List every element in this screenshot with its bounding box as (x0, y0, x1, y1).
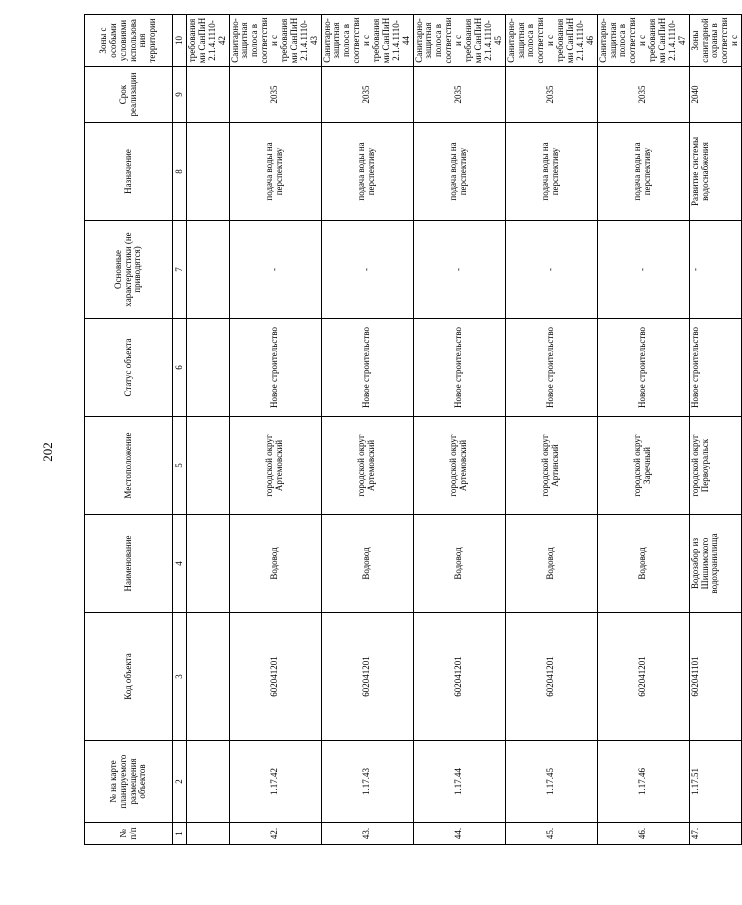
col-number: 4 (173, 515, 187, 613)
table-row (597, 15, 689, 845)
cell-name: Водозабор из Шишимского водохранилища (689, 515, 741, 613)
cell-characteristics: - (505, 221, 597, 319)
cell-purpose: подача воды на перспективу (229, 123, 321, 221)
cell-map-no: 1.17.42 (229, 741, 321, 823)
continuation-row (187, 15, 230, 845)
cell-status: Новое строительство (689, 319, 741, 417)
cell-code: 602041201 (413, 613, 505, 741)
cell-deadline: 2035 (505, 67, 597, 123)
cell-no: 43. (321, 823, 413, 845)
cell-code: 602041201 (321, 613, 413, 741)
col-number: 2 (173, 741, 187, 823)
cell-no: 47. (689, 823, 741, 845)
cell-characteristics: - (689, 221, 741, 319)
cell-map-no: 1.17.44 (413, 741, 505, 823)
cell-no: 42. (229, 823, 321, 845)
cell-location: городской округ Первоуральск (689, 417, 741, 515)
col-number: 5 (173, 417, 187, 515)
cell-deadline: 2035 (597, 67, 689, 123)
cell-status: Новое строительство (229, 319, 321, 417)
rotated-table-container (84, 15, 740, 845)
col-number: 3 (173, 613, 187, 741)
col-number: 9 (173, 67, 187, 123)
col-number: 7 (173, 221, 187, 319)
column-number-row (173, 15, 187, 845)
page-number: 202 (40, 442, 55, 462)
cell-map-no: 1.17.45 (505, 741, 597, 823)
cell-location: городской округ Артемовский (413, 417, 505, 515)
col-header-9: Срок реализации (85, 67, 173, 123)
cell-characteristics: - (597, 221, 689, 319)
cell-map-no: 1.17.51 (689, 741, 741, 823)
cell-no: 44. (413, 823, 505, 845)
col-header-6: Статус объекта (85, 319, 173, 417)
cell-code: 602041201 (597, 613, 689, 741)
cell-status: Новое строительство (321, 319, 413, 417)
cell-status: Новое строительство (413, 319, 505, 417)
cell-name: Водовод (229, 515, 321, 613)
col-number: 10 (173, 15, 187, 67)
table-row (689, 15, 741, 845)
cell-map-no: 1.17.46 (597, 741, 689, 823)
col-header-1: № п/п (85, 823, 173, 845)
col-number: 1 (173, 823, 187, 845)
cell-name: Водовод (321, 515, 413, 613)
cell-location: городской округ Артинский (505, 417, 597, 515)
cell-deadline: 2035 (321, 67, 413, 123)
header-row (85, 15, 173, 845)
cell-characteristics: - (413, 221, 505, 319)
col-header-8: Назначение (85, 123, 173, 221)
cell-zone: Санитарно-защитная полоса в соответствии с требованиями СанПиН 2.1.4.1110-44 (321, 15, 413, 67)
cell-deadline: 2040 (689, 67, 741, 123)
col-number: 8 (173, 123, 187, 221)
col-header-2: № на карте планируемого размещения объектов (85, 741, 173, 823)
cell-code: 602041101 (689, 613, 741, 741)
cell-no: 46. (597, 823, 689, 845)
cell-location: городской округ Артемовский (229, 417, 321, 515)
cell-purpose: Развитие системы водоснабжения (689, 123, 741, 221)
cell-zone: Зоны санитарной охраны в соответствии с (689, 15, 741, 67)
cell-status: Новое строительство (597, 319, 689, 417)
col-header-7: Основные характеристики (не приводятся) (85, 221, 173, 319)
table-row (321, 15, 413, 845)
objects-table (84, 14, 742, 845)
cell-name: Водовод (505, 515, 597, 613)
cell-zone: Санитарно-защитная полоса в соответствии с требованиями СанПиН 2.1.4.1110-43 (229, 15, 321, 67)
cell-status: Новое строительство (505, 319, 597, 417)
cell-purpose: подача воды на перспективу (413, 123, 505, 221)
col-header-10: Зоны с особыми условиями использования территории (85, 15, 173, 67)
cell-characteristics: - (229, 221, 321, 319)
cell-characteristics: - (321, 221, 413, 319)
col-header-4: Наименование (85, 515, 173, 613)
cell-location: городской округ Заречный (597, 417, 689, 515)
table-row (413, 15, 505, 845)
cell-code: 602041201 (229, 613, 321, 741)
cell-purpose: подача воды на перспективу (597, 123, 689, 221)
cell-purpose: подача воды на перспективу (505, 123, 597, 221)
cell-code: 602041201 (505, 613, 597, 741)
cell-deadline: 2035 (413, 67, 505, 123)
continuation-zone: требованиями СанПиН 2.1.4.1110-42 (187, 15, 230, 67)
cell-name: Водовод (597, 515, 689, 613)
cell-no: 45. (505, 823, 597, 845)
col-header-3: Код объекта (85, 613, 173, 741)
table-row (229, 15, 321, 845)
cell-zone: Санитарно-защитная полоса в соответствии с требованиями СанПиН 2.1.4.1110-47 (597, 15, 689, 67)
cell-location: городской округ Артемовский (321, 417, 413, 515)
cell-map-no: 1.17.43 (321, 741, 413, 823)
cell-deadline: 2035 (229, 67, 321, 123)
cell-zone: Санитарно-защитная полоса в соответствии с требованиями СанПиН 2.1.4.1110-46 (505, 15, 597, 67)
col-header-5: Местоположение (85, 417, 173, 515)
col-number: 6 (173, 319, 187, 417)
cell-name: Водовод (413, 515, 505, 613)
cell-purpose: подача воды на перспективу (321, 123, 413, 221)
cell-zone: Санитарно-защитная полоса в соответствии с требованиями СанПиН 2.1.4.1110-45 (413, 15, 505, 67)
table-row (505, 15, 597, 845)
